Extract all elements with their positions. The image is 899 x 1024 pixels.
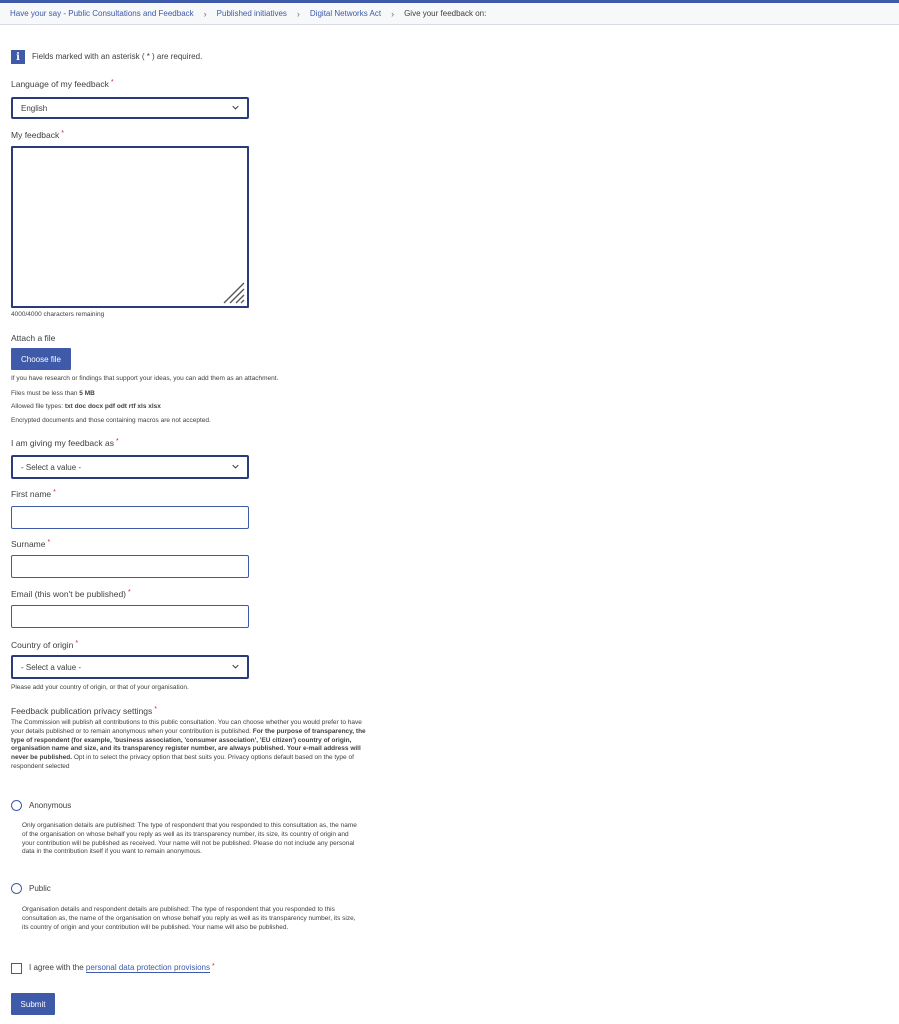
country-select-value: - Select a value -: [21, 662, 82, 672]
attach-label: Attach a file: [11, 333, 56, 343]
anonymous-radio[interactable]: [11, 800, 22, 811]
attach-help-research: If you have research or findings that support your ideas, you can add them as an attachment.: [11, 375, 279, 382]
giving-as-select[interactable]: [11, 455, 249, 479]
chevron-right-icon: ›: [391, 8, 395, 19]
agree-label: I agree with the personal data protection provisions *: [29, 963, 215, 972]
public-description: Organisation details and respondent details are published: The type of respondent that you responded to this consultation as, the name of the organisation on whose behalf you reply as well as its transparency number, its size, its country of origin and your contribution will be published. Your name will also be published.: [22, 906, 356, 931]
attach-help-encrypted: Encrypted documents and those containing macros are not accepted.: [11, 417, 211, 424]
character-counter: 4000/4000 characters remaining: [11, 311, 105, 318]
public-radio[interactable]: [11, 883, 22, 894]
anonymous-description: Only organisation details are published: The type of respondent that you responded to this consultation as, the name of the organisation on whose behalf you reply as well as its transparency number, its size, its country of origin and your contribution will be published as received. Your name will not be published. Please do not include any personal data in the contribution itself if you want to remain anonymous.: [22, 822, 357, 856]
data-protection-link[interactable]: personal data protection provisions: [85, 963, 210, 972]
language-label: Language of my feedback *: [11, 79, 114, 89]
breadcrumb-current: Give your feedback on:: [404, 9, 487, 18]
language-select[interactable]: [11, 97, 249, 119]
surname-input[interactable]: [11, 555, 249, 578]
chevron-right-icon: ›: [296, 8, 300, 19]
surname-label: Surname *: [11, 539, 51, 549]
language-select-value: English: [21, 103, 48, 113]
submit-button[interactable]: Submit: [11, 993, 55, 1015]
required-fields-note: Fields marked with an asterisk ( * ) are required.: [32, 52, 203, 61]
privacy-intro: The Commission will publish all contributions to this public consultation. You can choose whether you would prefer to have your details published or to remain anonymous when your contribution is published. For the purpose of transparency, the type of respondent (for example, 'business association, 'consumer association', 'EU citizen') country of origin, organisation name and size, and its transparency register number, are always published. Your e-mail address will never be published. Opt in to select the privacy option that best suits you. Privacy options default based on the type of respondent selected: [11, 719, 366, 770]
agree-checkbox[interactable]: [11, 963, 22, 974]
first-name-input[interactable]: [11, 506, 249, 529]
resize-handle-icon[interactable]: [220, 279, 246, 305]
first-name-label: First name *: [11, 489, 56, 499]
feedback-label: My feedback *: [11, 130, 64, 140]
chevron-right-icon: ›: [203, 8, 207, 19]
choose-file-button[interactable]: Choose file: [11, 348, 71, 370]
country-help: Please add your country of origin, or that of your organisation.: [11, 684, 189, 691]
feedback-textarea[interactable]: [11, 146, 249, 308]
info-icon: i: [11, 50, 25, 64]
breadcrumb-link-have-your-say[interactable]: Have your say - Public Consultations and Feedback: [10, 9, 194, 18]
giving-as-select-value: - Select a value -: [21, 462, 82, 472]
email-label: Email (this won't be published) *: [11, 589, 131, 599]
privacy-label: Feedback publication privacy settings *: [11, 706, 158, 716]
country-label: Country of origin *: [11, 640, 79, 650]
breadcrumb-link-digital-networks-act[interactable]: Digital Networks Act: [309, 9, 382, 18]
chevron-down-icon: [232, 663, 239, 670]
breadcrumb-link-published-initiatives[interactable]: Published initiatives: [216, 9, 287, 18]
giving-as-label: I am giving my feedback as *: [11, 438, 119, 448]
country-select[interactable]: [11, 655, 249, 679]
attach-help-size: Files must be less than 5 MB: [11, 390, 95, 397]
breadcrumb: [0, 3, 899, 25]
chevron-down-icon: [232, 104, 239, 111]
anonymous-label[interactable]: Anonymous: [29, 801, 72, 810]
email-input[interactable]: [11, 605, 249, 628]
chevron-down-icon: [232, 463, 239, 470]
public-label[interactable]: Public: [29, 884, 51, 893]
attach-help-types: Allowed file types: txt doc docx pdf odt rtf xls xlsx: [11, 403, 161, 410]
